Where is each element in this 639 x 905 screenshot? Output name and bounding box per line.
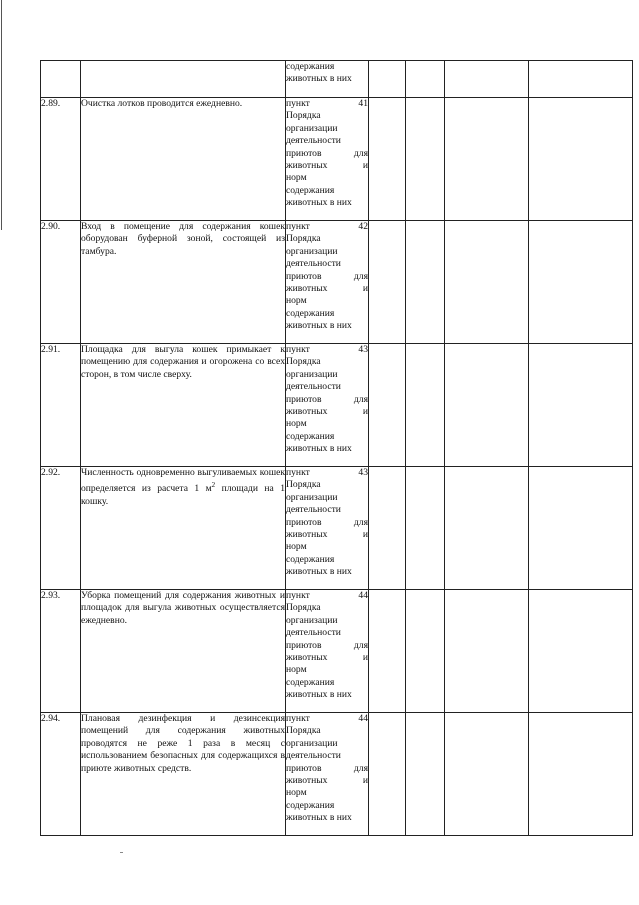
- table-row: [41, 98, 633, 221]
- reference-line: Порядка: [286, 233, 321, 245]
- reference-word: 41: [358, 98, 368, 109]
- empty-check-cell: [529, 98, 633, 221]
- reference-line: [286, 98, 368, 110]
- table-row: [41, 467, 633, 590]
- reference-line: Порядка: [286, 356, 321, 368]
- reference-line: деятельности: [286, 627, 341, 639]
- reference-line: норм: [286, 295, 307, 307]
- reference-line: норм: [286, 172, 307, 184]
- table-row: [41, 713, 633, 836]
- empty-check-cell: [529, 61, 633, 98]
- reference-word: приютов: [286, 516, 322, 528]
- reference-line: [286, 344, 368, 356]
- empty-check-cell: [445, 713, 529, 836]
- empty-check-cell: [529, 221, 633, 344]
- reference-line: содержания: [286, 799, 335, 811]
- reference-word: и: [362, 159, 368, 171]
- reference-word: приютов: [286, 393, 322, 405]
- reference-line: Порядка: [286, 725, 321, 737]
- empty-check-cell: [529, 467, 633, 590]
- reference-line: содержания: [286, 307, 335, 319]
- reference-line: организации: [286, 737, 338, 749]
- reference-word: 44: [358, 590, 368, 601]
- legal-reference-cell: [286, 221, 369, 344]
- empty-check-cell: [369, 221, 406, 344]
- reference-word: для: [353, 270, 368, 282]
- requirement-text-cell: Площадка для выгула кошек примыкает к помещению для содержания и огорожена со всех сторон, в том числе сверху.: [81, 344, 286, 467]
- reference-word: пункт: [286, 713, 310, 724]
- reference-word: приютов: [286, 270, 322, 282]
- reference-word: 43: [358, 344, 368, 355]
- reference-word: для: [353, 147, 368, 159]
- reference-line: норм: [286, 787, 307, 799]
- empty-check-cell: [445, 590, 529, 713]
- empty-check-cell: [369, 61, 406, 98]
- reference-word: животных: [286, 282, 328, 294]
- requirement-text: площади на 1 кошку.: [81, 483, 285, 507]
- requirement-text-cell: Плановая дезинфекция и дезинсекция помещений для содержания животных проводятся не реже 1 раза в месяц с использованием безопасных для содержащихся в приюте животных средств.: [81, 713, 286, 836]
- item-number-cell: [41, 61, 81, 98]
- empty-check-cell: [445, 344, 529, 467]
- reference-line: организации: [286, 491, 338, 503]
- reference-line: [286, 283, 368, 295]
- reference-word: пункт: [286, 344, 310, 355]
- reference-line: деятельности: [286, 381, 341, 393]
- empty-check-cell: [406, 467, 445, 590]
- reference-line: содержания: [286, 553, 335, 565]
- page-margin-line: [1, 0, 2, 230]
- empty-check-cell: [369, 344, 406, 467]
- reference-line: норм: [286, 418, 307, 430]
- empty-check-cell: [369, 713, 406, 836]
- reference-word: и: [362, 405, 368, 417]
- empty-check-cell: [529, 344, 633, 467]
- table-row: [41, 221, 633, 344]
- reference-line: организации: [286, 122, 338, 134]
- reference-line: деятельности: [286, 504, 341, 516]
- reference-word: животных: [286, 405, 328, 417]
- reference-line: животных в них: [286, 689, 352, 701]
- reference-line: Порядка: [286, 602, 321, 614]
- table-row: [41, 590, 633, 713]
- item-number-cell: 2.93.: [41, 590, 81, 713]
- scan-artifact: [120, 852, 123, 853]
- reference-line: [286, 763, 368, 775]
- reference-line: [286, 652, 368, 664]
- reference-line: животных в них: [286, 566, 352, 578]
- reference-word: для: [353, 639, 368, 651]
- reference-line: организации: [286, 368, 338, 380]
- empty-check-cell: [445, 467, 529, 590]
- reference-line: [286, 467, 368, 479]
- reference-word: 43: [358, 467, 368, 478]
- empty-check-cell: [406, 713, 445, 836]
- reference-word: и: [362, 528, 368, 540]
- reference-word: приютов: [286, 762, 322, 774]
- reference-line: организации: [286, 614, 338, 626]
- reference-line: [286, 775, 368, 787]
- reference-line: содержания: [286, 676, 335, 688]
- legal-reference-cell: [286, 344, 369, 467]
- reference-line: [286, 640, 368, 652]
- reference-line: содержания: [286, 430, 335, 442]
- requirement-text-cell: [81, 467, 286, 590]
- legal-reference-cell: [286, 713, 369, 836]
- reference-word: для: [353, 516, 368, 528]
- reference-word: приютов: [286, 639, 322, 651]
- item-number-cell: 2.94.: [41, 713, 81, 836]
- item-number-cell: 2.92.: [41, 467, 81, 590]
- reference-word: животных: [286, 651, 328, 663]
- reference-word: пункт: [286, 98, 310, 109]
- reference-line: Порядка: [286, 479, 321, 491]
- legal-reference-cell: [286, 590, 369, 713]
- reference-word: и: [362, 282, 368, 294]
- reference-line: Порядка: [286, 110, 321, 122]
- empty-check-cell: [445, 221, 529, 344]
- reference-line: [286, 148, 368, 160]
- reference-line: [286, 517, 368, 529]
- empty-check-cell: [406, 221, 445, 344]
- table-row: [41, 61, 633, 98]
- empty-check-cell: [445, 98, 529, 221]
- reference-line: деятельности: [286, 135, 341, 147]
- reference-line: [286, 529, 368, 541]
- reference-word: 42: [358, 221, 368, 232]
- reference-line: деятельности: [286, 258, 341, 270]
- reference-word: приютов: [286, 147, 322, 159]
- reference-line: организации: [286, 245, 338, 257]
- reference-word: для: [353, 762, 368, 774]
- reference-word: и: [362, 774, 368, 786]
- reference-line: животных в них: [286, 812, 352, 824]
- reference-line: [286, 590, 368, 602]
- empty-check-cell: [406, 344, 445, 467]
- reference-line: деятельности: [286, 750, 341, 762]
- superscript: 2: [211, 481, 216, 490]
- reference-line: [286, 160, 368, 172]
- reference-line: животных в них: [286, 320, 352, 332]
- reference-line: [286, 406, 368, 418]
- empty-check-cell: [406, 98, 445, 221]
- requirement-text-cell: Вход в помещение для содержания кошек оборудован буферной зоной, состоящей из тамбура.: [81, 221, 286, 344]
- reference-word: и: [362, 651, 368, 663]
- item-number-cell: 2.89.: [41, 98, 81, 221]
- empty-check-cell: [529, 713, 633, 836]
- legal-reference-cell: [286, 61, 369, 98]
- requirements-table: [40, 60, 633, 836]
- requirement-text: Численность одновременно выгуливаемых кошек определяется из расчета 1 м: [81, 467, 285, 495]
- reference-line: животных в них: [286, 73, 352, 85]
- reference-word: для: [353, 393, 368, 405]
- reference-word: пункт: [286, 467, 310, 478]
- reference-word: пункт: [286, 221, 310, 232]
- reference-word: 44: [358, 713, 368, 724]
- reference-word: животных: [286, 528, 328, 540]
- reference-line: животных в них: [286, 197, 352, 209]
- empty-check-cell: [369, 467, 406, 590]
- empty-check-cell: [529, 590, 633, 713]
- empty-check-cell: [406, 590, 445, 713]
- reference-line: [286, 713, 368, 725]
- reference-line: норм: [286, 541, 307, 553]
- reference-word: животных: [286, 774, 328, 786]
- requirement-text-cell: [81, 61, 286, 98]
- reference-line: содержания: [286, 61, 335, 72]
- requirement-text-cell: Уборка помещений для содержания животных и площадок для выгула животных осуществляется ежедневно.: [81, 590, 286, 713]
- reference-line: содержания: [286, 184, 335, 196]
- table-row: [41, 344, 633, 467]
- reference-word: пункт: [286, 590, 310, 601]
- item-number-cell: 2.90.: [41, 221, 81, 344]
- reference-line: [286, 221, 368, 233]
- requirement-text-cell: Очистка лотков проводится ежедневно.: [81, 98, 286, 221]
- item-number-cell: 2.91.: [41, 344, 81, 467]
- legal-reference-cell: [286, 98, 369, 221]
- reference-line: [286, 394, 368, 406]
- reference-line: животных в них: [286, 443, 352, 455]
- empty-check-cell: [406, 61, 445, 98]
- empty-check-cell: [445, 61, 529, 98]
- empty-check-cell: [369, 590, 406, 713]
- empty-check-cell: [369, 98, 406, 221]
- legal-reference-cell: [286, 467, 369, 590]
- reference-line: норм: [286, 664, 307, 676]
- reference-word: животных: [286, 159, 328, 171]
- reference-line: [286, 271, 368, 283]
